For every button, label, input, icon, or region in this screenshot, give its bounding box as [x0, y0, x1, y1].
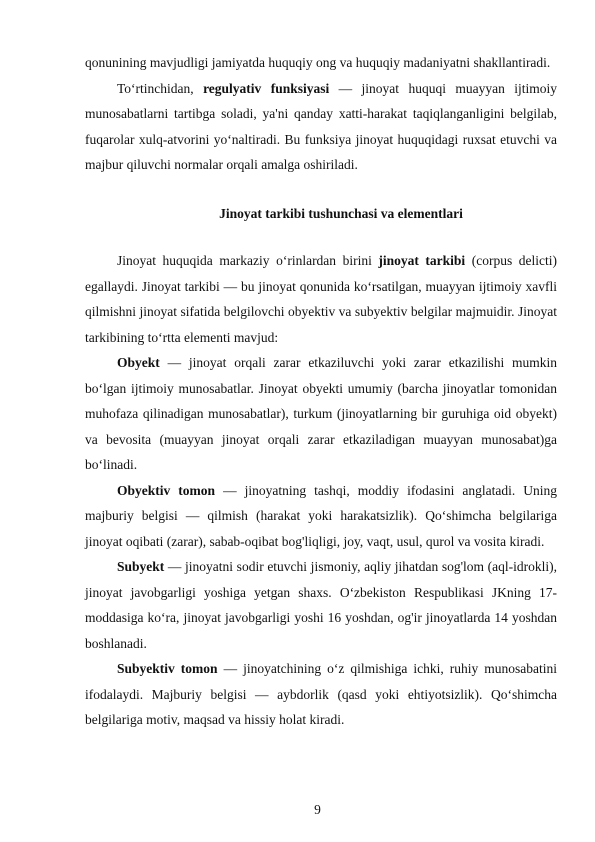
- paragraph-text: — jinoyat orqali zarar etkaziluvchi yoki zarar etkazilishi mumkin bo‘lgan ijtimoiy munosabatlar. Jinoyat obyekti umumiy (barcha jinoyatlar tomonidan muhofaza qilinadigan munosabatlar), turkum (jinoyatlarning bir guruhiga oid obyekt) va bevosita (muayyan jinoyat orqali zarar etkaziladigan muayyan munosabat)ga bo‘linadi.: [85, 355, 558, 472]
- paragraph-lead: Jinoyat huquqida markaziy o‘rinlardan birini: [117, 253, 372, 268]
- section-heading: Jinoyat tarkibi tushunchasi va elementlari: [219, 205, 463, 221]
- paragraph-text: — jinoyatning tashqi, moddiy ifodasini anglatadi. Uning majburiy belgisi — qilmish (harakat yoki harakatsizlik). Qo‘shimcha belgilariga jinoyat oqibati (zarar), sabab-oqibat bog'liqligi, joy, vaqt, usul, qurol va vosita kiradi.: [85, 482, 558, 549]
- paragraph-subject: [85, 554, 557, 656]
- term-corpus-delicti: jinoyat tarkibi: [378, 253, 466, 268]
- page-body: [85, 50, 557, 733]
- paragraph-objective-side: [85, 478, 557, 555]
- paragraph-corpus-delicti: [85, 248, 557, 350]
- paragraph-text: — jinoyatchining o‘z qilmishiga ichki, ruhiy munosabatini ifodalaydi. Majburiy belgisi — aybdorlik (qasd yoki ehtiyotsizlik). Qo‘shimcha belgilariga motiv, maqsad va hissiy holat kiradi.: [85, 661, 557, 727]
- paragraph-text: qonunining mavjudligi jamiyatda huquqiy ong va huquqiy madaniyatni shakllantiradi.: [85, 55, 551, 70]
- term-object: Obyekt: [117, 355, 160, 370]
- term-regulative-function: regulyativ funksiyasi: [203, 80, 330, 96]
- paragraph-text: (corpus delicti) egallaydi. Jinoyat tarkibi — bu jinoyat qonunida ko‘rsatilgan, muayyan ijtimoiy xavfli qilmishni jinoyat sifatida belgilovchi obyektiv va subyektiv belgilar majmuidir. Jinoyat tarkibining to‘rtta elementi mavjud:: [85, 253, 557, 345]
- paragraph-regulative-function: [85, 76, 557, 178]
- term-subjective-side: Subyektiv tomon: [117, 661, 218, 676]
- paragraph-text: — jinoyatni sodir etuvchi jismoniy, aqliy jihatdan sog'lom (aql-idrokli), jinoyat javobgarligi yoshiga yetgan shaxs. O‘zbekiston Respublikasi JKning 17-moddasiga ko‘ra, jinoyat javobgarligi yoshi 16 yoshdan, og'ir jinoyatlarda 14 yoshdan boshlanadi.: [85, 559, 557, 651]
- paragraph-continuation: [85, 50, 557, 76]
- paragraph-subjective-side: [85, 656, 557, 733]
- paragraph-lead: To‘rtinchidan,: [117, 80, 194, 96]
- paragraph-object: [85, 350, 557, 478]
- term-subject: Subyekt: [117, 559, 165, 574]
- term-objective-side: Obyektiv tomon: [117, 482, 216, 498]
- paragraph-text: — jinoyat huquqi muayyan ijtimoiy munosabatlarni tartibga soladi, ya'ni qanday xatti-harakat taqiqlanganligini belgilab, fuqarolar xulq-atvorini yo‘naltiradi. Bu funksiya jinoyat huquqidagi ruxsat etuvchi va majbur qiluvchi normalar orqali amalga oshiriladi.: [85, 80, 558, 172]
- page-number: 9: [314, 802, 321, 817]
